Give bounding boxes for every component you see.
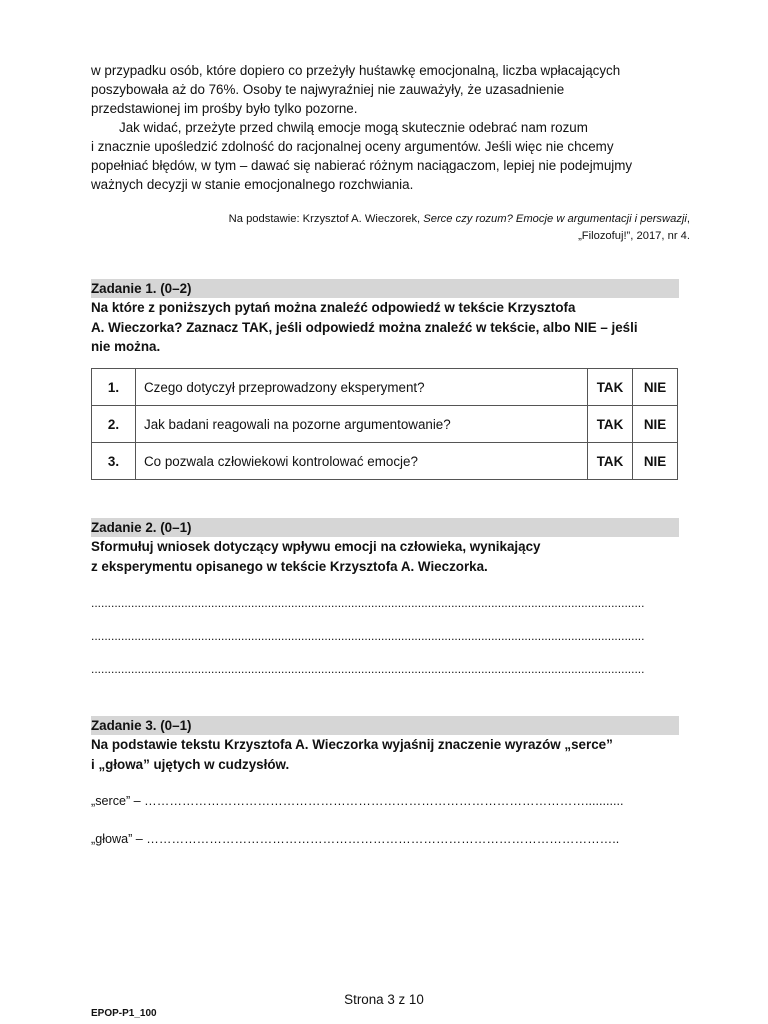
row-number: 1. xyxy=(92,369,136,406)
table-row xyxy=(92,443,678,480)
answer-line[interactable]: ...................................................................................................................................................................... xyxy=(91,596,645,610)
text-line: w przypadku osób, które dopiero co przeżyły huśtawkę emocjonalną, liczba wpłacających xyxy=(91,63,621,78)
text-line: i znacznie upośledzić zdolność do racjonalnej oceny argumentów. Jeśli więc nie chcemy xyxy=(91,139,614,154)
answer-line[interactable]: ...................................................................................................................................................................... xyxy=(91,629,645,643)
option-nie[interactable]: NIE xyxy=(633,406,678,443)
task-3-instruction xyxy=(91,735,681,774)
table-row xyxy=(92,406,678,443)
source-line-2: „Filozofuj!”, 2017, nr 4. xyxy=(578,230,690,242)
text-line: A. Wieczorka? Zaznacz TAK, jeśli odpowiedź można znaleźć w tekście, albo NIE – jeśli xyxy=(91,319,638,335)
text-line: Na podstawie tekstu Krzysztofa A. Wieczorka wyjaśnij znaczenie wyrazów „serce” xyxy=(91,737,613,752)
text-line: Na które z poniższych pytań można znaleźć odpowiedź w tekście Krzysztofa xyxy=(91,300,576,315)
task-1-header: Zadanie 1. (0–2) xyxy=(91,279,679,298)
row-number: 3. xyxy=(92,443,136,480)
intro-paragraph-1 xyxy=(91,61,691,118)
text-line: z eksperymentu opisanego w tekście Krzysztofa A. Wieczorka. xyxy=(91,558,488,574)
question-text: Czego dotyczył przeprowadzony eksperyment? xyxy=(136,369,588,406)
text-line: Sformułuj wniosek dotyczący wpływu emocji na człowieka, wynikający xyxy=(91,539,541,554)
text-line: i „głowa” ujętych w cudzysłów. xyxy=(91,756,290,772)
question-text: Co pozwala człowiekowi kontrolować emocje? xyxy=(136,443,588,480)
task-3-header: Zadanie 3. (0–1) xyxy=(91,716,679,735)
answer-line[interactable]: ...................................................................................................................................................................... xyxy=(91,662,645,676)
option-nie[interactable]: NIE xyxy=(633,369,678,406)
question-text: Jak badani reagowali na pozorne argumentowanie? xyxy=(136,406,588,443)
true-false-table xyxy=(91,368,678,480)
source-citation xyxy=(130,211,690,245)
option-tak[interactable]: TAK xyxy=(588,443,633,480)
answer-serce[interactable]: „serce” – ……………………………………………………………………………………………........... xyxy=(91,794,624,808)
task-2-instruction xyxy=(91,537,681,576)
exam-code: EPOP-P1_100 xyxy=(91,1008,157,1019)
page-number: Strona 3 z 10 xyxy=(344,992,424,1007)
answer-glowa[interactable]: „głowa” – ………………………………………………………………………………………………….. xyxy=(91,832,620,846)
row-number: 2. xyxy=(92,406,136,443)
intro-paragraph-2 xyxy=(91,118,691,194)
option-tak[interactable]: TAK xyxy=(588,369,633,406)
text-line: ważnych decyzji w stanie emocjonalnego rozchwiania. xyxy=(91,177,414,192)
task-1-instruction xyxy=(91,298,681,357)
option-nie[interactable]: NIE xyxy=(633,443,678,480)
source-suffix: , xyxy=(686,213,690,225)
text-line: przedstawionej im prośby było tylko pozorne. xyxy=(91,101,358,116)
text-line: Jak widać, przeżyte przed chwilą emocje mogą skutecznie odebrać nam rozum xyxy=(119,120,588,135)
text-line: popełniać błędów, w tym – dawać się nabierać różnym naciągaczom, lepiej nie podejmujmy xyxy=(91,158,633,173)
text-line: nie można. xyxy=(91,339,161,354)
source-prefix: Na podstawie: Krzysztof A. Wieczorek, xyxy=(228,213,424,225)
table-row xyxy=(92,369,678,406)
option-tak[interactable]: TAK xyxy=(588,406,633,443)
source-title: Serce czy rozum? Emocje w argumentacji i perswazji xyxy=(423,213,687,225)
task-2-header: Zadanie 2. (0–1) xyxy=(91,518,679,537)
text-line: poszybowała aż do 76%. Osoby te najwyraźniej nie zauważyły, że uzasadnienie xyxy=(91,82,565,97)
